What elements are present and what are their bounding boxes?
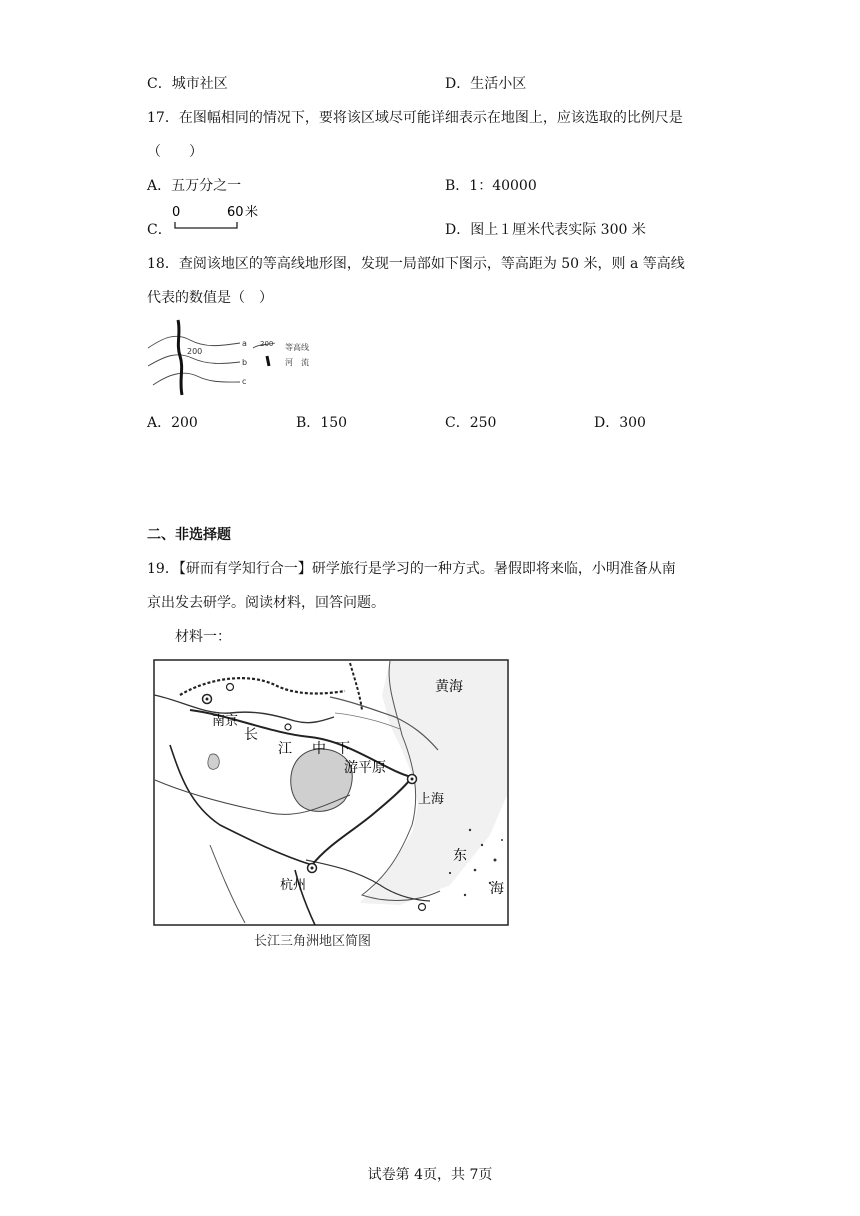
q18-stem-line1: 18．查阅该地区的等高线地形图，发现一局部如下图示，等高距为 50 米，则 a 等高线 <box>147 256 685 272</box>
nanjing-city-dot <box>206 698 209 701</box>
map-label-zhong: 中 <box>312 741 326 757</box>
map-label-dong: 东 <box>453 848 467 864</box>
legend-contour-value: 200 <box>260 340 274 348</box>
hangzhou-city-dot <box>311 867 314 870</box>
map-caption: 长江三角洲地区简图 <box>254 934 372 949</box>
legend-river-text: 河 流 <box>285 358 309 367</box>
contour-label-c: c <box>242 377 247 386</box>
shanghai-city-dot <box>411 778 414 781</box>
map-label-hangzhou: 杭州 <box>280 878 307 893</box>
map-label-shanghai: 上海 <box>418 792 445 807</box>
yangtze-delta-map <box>150 655 522 953</box>
q17-option-c <box>147 219 172 239</box>
city-marker <box>227 684 234 691</box>
q16-option-d: D．生活小区 <box>445 76 527 92</box>
q17-option-c-label: C． <box>147 222 172 238</box>
small-lake <box>208 754 219 769</box>
city-marker <box>285 724 291 730</box>
map-label-hai: 海 <box>490 881 504 897</box>
q18-option-d: D．300 <box>594 415 646 431</box>
scale-bar-value: 60 <box>227 205 244 220</box>
q16-option-c: C．城市社区 <box>147 76 228 92</box>
contour-value-label: 200 <box>187 347 203 356</box>
river <box>178 320 182 395</box>
contour-label-a: a <box>242 339 247 348</box>
contour-label-b: b <box>242 358 248 367</box>
scale-bar-line <box>175 222 237 228</box>
q18-option-b: B．150 <box>296 415 348 431</box>
q17-option-b: B．1：40000 <box>445 178 537 194</box>
map-label-jiang: 江 <box>278 741 292 757</box>
section-2-title: 二、非选择题 <box>147 527 231 543</box>
material-1-label: 材料一： <box>175 629 231 645</box>
scale-bar-zero: 0 <box>172 205 181 220</box>
contour-line-c <box>153 373 240 385</box>
q17-paren: （ ） <box>147 144 203 160</box>
map-label-chang: 长 <box>244 727 258 743</box>
q18-option-a: A．200 <box>147 415 198 431</box>
map-label-huanghai: 黄海 <box>435 679 463 695</box>
q18-stem-line2: 代表的数值是（ ） <box>147 290 273 306</box>
city-marker <box>419 904 426 911</box>
q19-stem-line2: 京出发去研学。阅读材料，回答问题。 <box>147 595 385 611</box>
q18-option-c: C．250 <box>445 415 497 431</box>
page-footer: 试卷第 4页，共 7页 <box>367 1167 493 1183</box>
q19-stem-line1: 19．【研而有学知行合一】研学旅行是学习的一种方式。暑假即将来临，小明准备从南 <box>147 561 676 577</box>
legend-contour-text: 等高线 <box>285 343 309 352</box>
taihu-lake <box>291 749 353 811</box>
scale-bar-figure <box>170 202 265 234</box>
legend-river-symbol <box>267 356 269 366</box>
q17-stem: 17．在图幅相同的情况下，要将该区域尽可能详细表示在地图上，应该选取的比例尺是 <box>147 110 683 126</box>
contour-line-b <box>148 355 240 366</box>
q17-option-d: D．图上１厘米代表实际 300 米 <box>445 222 646 238</box>
map-label-youpingyuan: 游平原 <box>344 760 386 776</box>
map-label-nanjing: 南京 <box>212 714 239 729</box>
q17-option-a: A．五万分之一 <box>147 178 242 194</box>
contour-figure <box>145 318 335 400</box>
map-label-xia: 下 <box>336 741 350 757</box>
scale-bar-unit: 米 <box>245 205 259 220</box>
